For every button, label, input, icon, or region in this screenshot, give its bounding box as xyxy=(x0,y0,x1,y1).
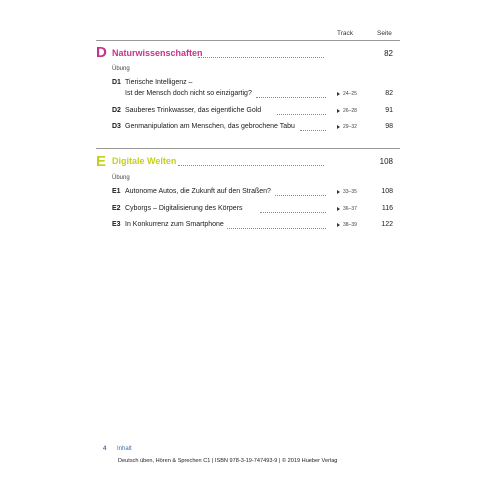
item-d1-leader xyxy=(256,97,326,98)
section-d-letter: D xyxy=(96,44,107,61)
item-d3-track xyxy=(337,124,357,130)
footer-section-name: Inhalt xyxy=(117,446,132,452)
section-e-letter: E xyxy=(96,153,107,170)
play-icon xyxy=(337,92,340,96)
section-e-page: 108 xyxy=(379,157,393,166)
item-d1-track xyxy=(337,91,357,97)
item-e3-code: E3 xyxy=(112,221,121,228)
footer-page-number: 4 xyxy=(103,446,107,452)
item-e2-track xyxy=(337,206,357,212)
section-e-leader xyxy=(178,165,324,166)
section-e-title[interactable]: Digitale Welten xyxy=(112,156,177,166)
item-e2-title[interactable]: Cyborgs – Digitalisierung des Körpers xyxy=(125,205,243,212)
item-e1-page: 108 xyxy=(381,188,393,195)
item-e1-track xyxy=(337,189,357,195)
item-e3-track-range: 38–39 xyxy=(343,222,357,228)
item-d2-leader xyxy=(277,114,326,115)
section-d-title[interactable]: Naturwissenschaften xyxy=(112,48,203,58)
item-d1-title-line2[interactable]: Ist der Mensch doch nicht so einzigartig? xyxy=(125,90,252,97)
section-d-top-rule xyxy=(96,40,400,41)
item-d2-track-range: 26–28 xyxy=(343,108,357,114)
track-column-header: Track xyxy=(337,30,354,37)
play-icon xyxy=(337,109,340,113)
item-d2-track xyxy=(337,108,357,114)
item-d1-page: 82 xyxy=(385,90,393,97)
item-d3-title[interactable]: Genmanipulation am Menschen, das gebrochene Tabu xyxy=(125,123,295,130)
play-icon xyxy=(337,125,340,129)
item-e3-page: 122 xyxy=(381,221,393,228)
item-d3-track-range: 29–32 xyxy=(343,124,357,130)
item-d3-code: D3 xyxy=(112,123,121,130)
page-column-header: Seite xyxy=(377,30,392,37)
section-d-leader xyxy=(198,57,324,58)
item-e1-title[interactable]: Autonome Autos, die Zukunft auf den Straßen? xyxy=(125,188,271,195)
section-e-exercise-label: Übung xyxy=(112,175,130,181)
footer-imprint: Deutsch üben, Hören & Sprechen C1 | ISBN 978-3-19-747493-9 | © 2019 Hueber Verlag xyxy=(118,458,338,464)
item-d1-code: D1 xyxy=(112,79,121,86)
play-icon xyxy=(337,207,340,211)
item-e1-track-range: 33–35 xyxy=(343,189,357,195)
item-d2-page: 91 xyxy=(385,107,393,114)
item-e2-code: E2 xyxy=(112,205,121,212)
section-d-exercise-label: Übung xyxy=(112,66,130,72)
section-d-page: 82 xyxy=(384,49,393,58)
item-e1-leader xyxy=(275,195,326,196)
item-d3-leader xyxy=(300,130,326,131)
item-d1-title-line1[interactable]: Tierische Intelligenz – xyxy=(125,79,193,86)
play-icon xyxy=(337,190,340,194)
section-e-top-rule xyxy=(96,148,400,149)
item-e2-page: 116 xyxy=(381,205,393,212)
item-d2-code: D2 xyxy=(112,107,121,114)
item-e3-track xyxy=(337,222,357,228)
item-e3-title[interactable]: In Konkurrenz zum Smartphone xyxy=(125,221,224,228)
play-icon xyxy=(337,223,340,227)
item-d2-title[interactable]: Sauberes Trinkwasser, das eigentliche Gold xyxy=(125,107,262,114)
item-d3-page: 98 xyxy=(385,123,393,130)
item-e2-track-range: 36–37 xyxy=(343,206,357,212)
item-d1-track-range: 24–25 xyxy=(343,91,357,97)
item-e2-leader xyxy=(260,212,326,213)
item-e1-code: E1 xyxy=(112,188,121,195)
item-e3-leader xyxy=(227,228,326,229)
